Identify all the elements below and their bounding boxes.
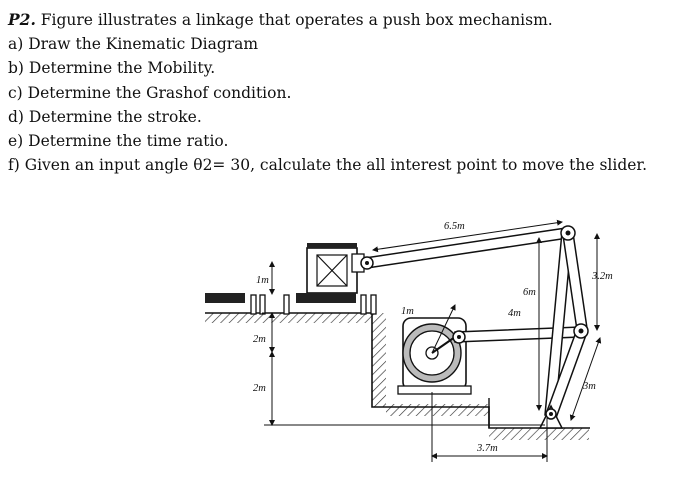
pivot-ground-center (549, 412, 553, 416)
push-box-top-slab (307, 243, 357, 248)
problem-intro: Figure illustrates a linkage that operates a push box mechanism. (40, 11, 553, 29)
dim-label-crank: 1m (401, 306, 414, 317)
motor (398, 318, 471, 394)
dim-label-base-offset: 3.7m (477, 443, 498, 454)
dim-label-coupler: 4m (508, 308, 521, 319)
push-box (296, 243, 364, 296)
pivot-slider-center (365, 261, 369, 265)
dim-label-box-height: 1m (256, 275, 269, 286)
part-b: b) Determine the Mobility. (8, 59, 216, 78)
ground-hatch-right-step (489, 428, 589, 440)
dim-label-platform-height: 2m (253, 334, 266, 345)
guide-post-4 (361, 295, 366, 314)
dim-label-top-link: 6.5m (444, 221, 465, 232)
pivot-top-right-center (566, 231, 571, 236)
push-box-base (296, 293, 356, 296)
dim-label-right-vertical: 3.2m (592, 271, 613, 282)
motor-foot (398, 386, 471, 394)
ground-hatch-step (386, 404, 489, 416)
guide-post-1 (251, 295, 256, 314)
guide-rail-left (205, 293, 245, 303)
part-d: d) Determine the stroke. (8, 107, 202, 126)
guide-post-3 (284, 295, 289, 314)
part-a: a) Draw the Kinematic Diagram (8, 35, 259, 54)
guide-post-5 (371, 295, 376, 314)
dim-label-ground-height: 2m (253, 383, 266, 394)
pivot-mid-right-center (579, 329, 584, 334)
part-e: e) Determine the time ratio. (8, 132, 229, 151)
dim-label-lower-link: 3m (583, 381, 596, 392)
ground-hatch-wall (372, 313, 386, 407)
slider-guides (205, 293, 376, 314)
dim-label-rocker: 6m (523, 287, 536, 298)
part-c: c) Determine the Grashof condition. (8, 83, 292, 102)
problem-label: P2. (8, 10, 36, 29)
part-f: f) Given an input angle θ2= 30, calculate the all interest point to move the slider. (8, 156, 648, 175)
pivot-crank-center (457, 335, 461, 339)
top-link (365, 228, 568, 268)
guide-post-2 (260, 295, 265, 314)
